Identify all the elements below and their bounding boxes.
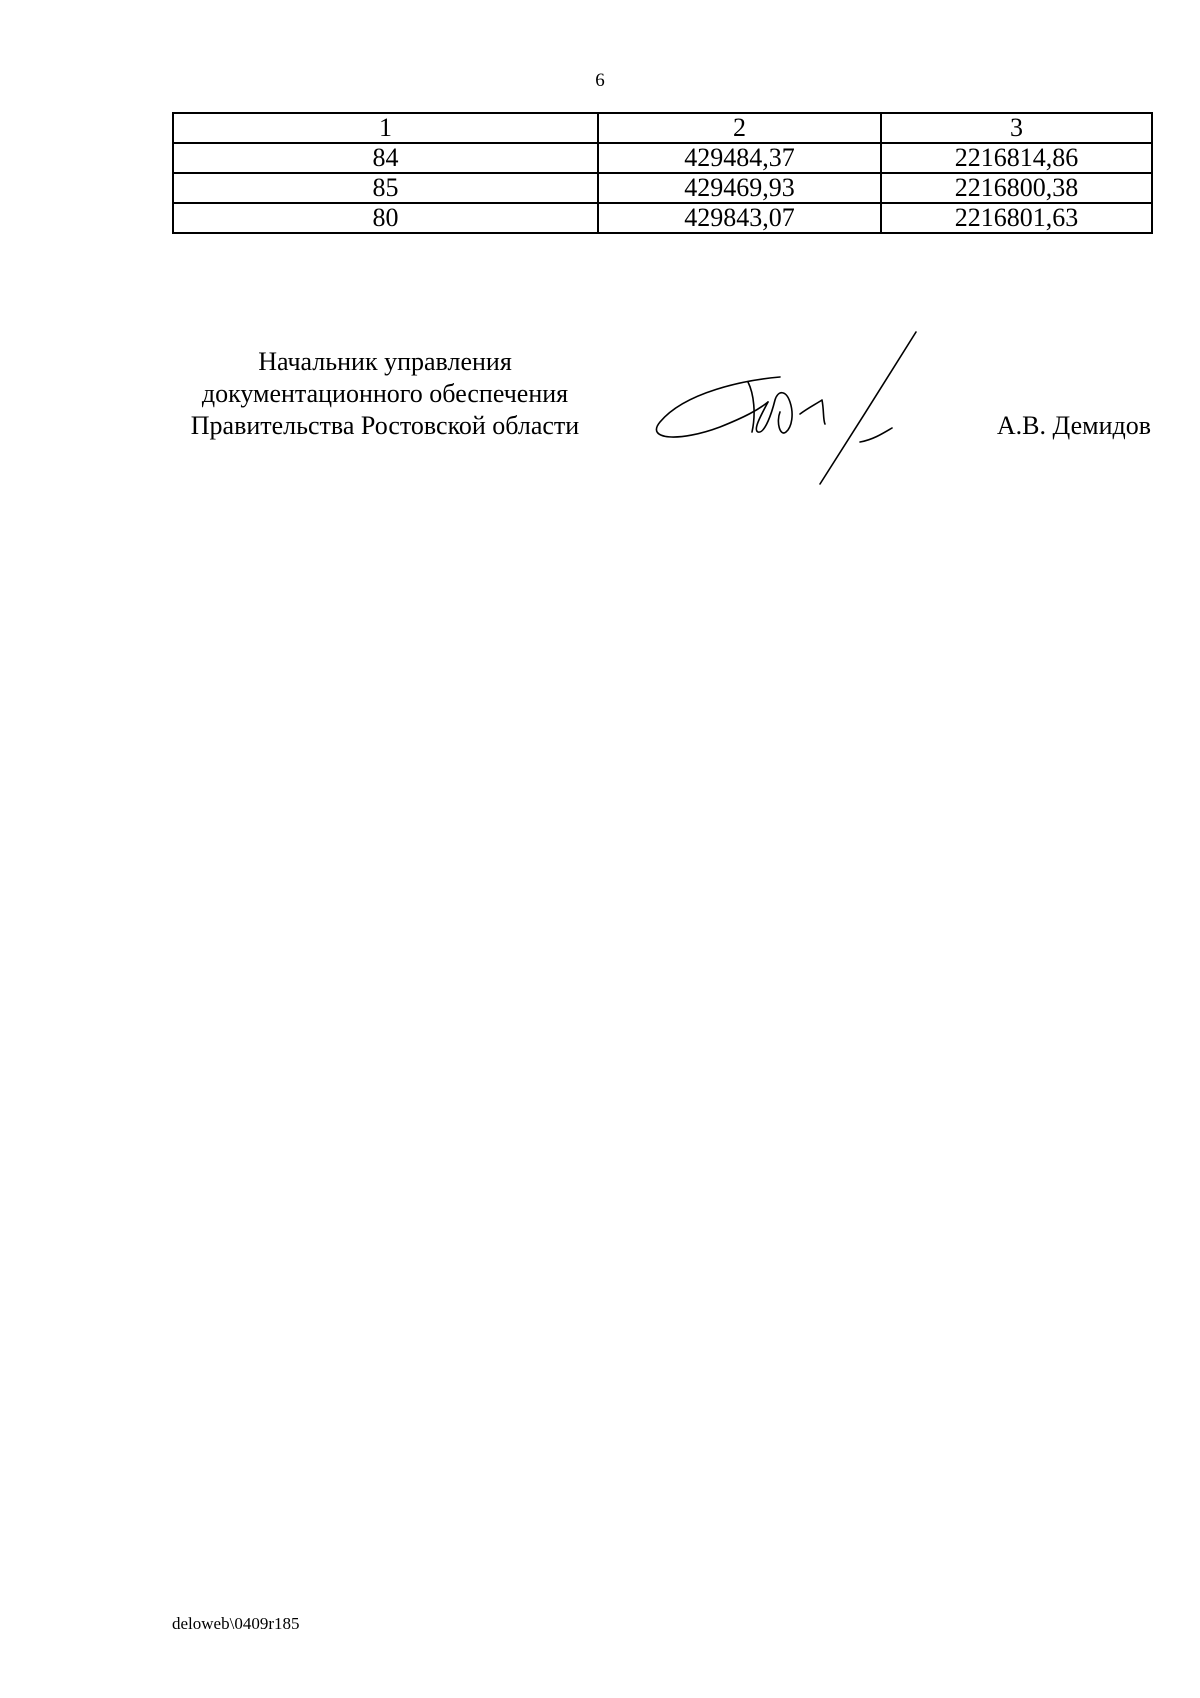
signatory-position [160, 346, 610, 442]
point-number-cell: 80 [173, 203, 598, 233]
table-row [173, 173, 1152, 203]
position-line: Начальник управления [258, 347, 512, 376]
y-coordinate-cell: 2216800,38 [881, 173, 1152, 203]
page-number: 6 [595, 70, 605, 91]
x-coordinate-cell: 429484,37 [598, 143, 881, 173]
table-header-row [173, 113, 1152, 143]
x-coordinate-cell: 429843,07 [598, 203, 881, 233]
header-cell: 1 [173, 113, 598, 143]
x-coordinate-cell: 429469,93 [598, 173, 881, 203]
handwritten-signature [640, 322, 950, 492]
position-line: документационного обеспечения [201, 379, 569, 408]
header-cell: 2 [598, 113, 881, 143]
y-coordinate-cell: 2216801,63 [881, 203, 1152, 233]
table-row [173, 203, 1152, 233]
document-reference: deloweb\0409r185 [172, 1614, 300, 1633]
coordinates-table [172, 112, 1153, 234]
point-number-cell: 84 [173, 143, 598, 173]
y-coordinate-cell: 2216814,86 [881, 143, 1152, 173]
table-row [173, 143, 1152, 173]
signer-name: А.В. Демидов [996, 411, 1151, 440]
position-line: Правительства Ростовской области [190, 411, 580, 440]
point-number-cell: 85 [173, 173, 598, 203]
header-cell: 3 [881, 113, 1152, 143]
